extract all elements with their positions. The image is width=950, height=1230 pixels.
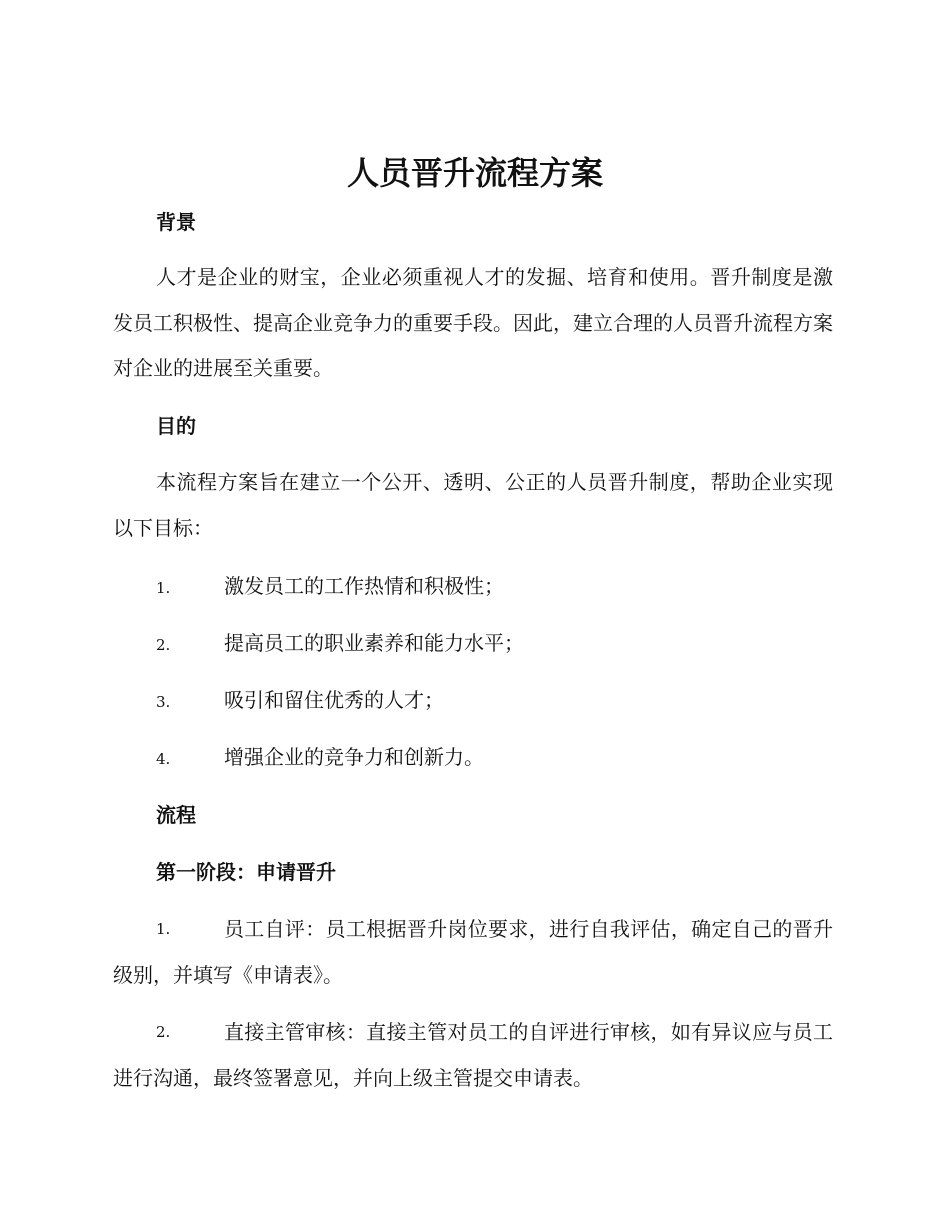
heading-process: 流程 — [156, 803, 196, 827]
paragraph-background: 人才是企业的财宝，企业必须重视人才的发掘、培育和使用。晋升制度是激发员工积极性、提高企业竞争力的重要手段。因此，建立合理的人员晋升流程方案对企业的进展至关重要。 — [113, 265, 833, 380]
step-text: 员工自评：员工根据晋升岗位要求，进行自我评估，确定自己的晋升级别，并填写《申请表》。 — [113, 917, 833, 987]
goal-number: 4. — [156, 750, 171, 768]
goal-number: 2. — [156, 636, 171, 654]
goal-text: 激发员工的工作热情和积极性； — [224, 574, 504, 598]
heading-background: 背景 — [156, 210, 196, 234]
heading-purpose: 目的 — [156, 414, 196, 438]
heading-stage-1: 第一阶段：申请晋升 — [156, 860, 336, 884]
step-number: 1. — [156, 920, 171, 938]
step-number: 2. — [156, 1023, 171, 1041]
goal-number: 3. — [156, 693, 171, 711]
goal-text: 提高员工的职业素养和能力水平； — [224, 631, 524, 655]
goal-text: 增强企业的竞争力和创新力。 — [224, 745, 484, 769]
paragraph-purpose: 本流程方案旨在建立一个公开、透明、公正的人员晋升制度，帮助企业实现以下目标： — [113, 470, 833, 540]
step-text: 直接主管审核：直接主管对员工的自评进行审核，如有异议应与员工进行沟通，最终签署意见，并向上级主管提交申请表。 — [113, 1020, 833, 1090]
process-step — [113, 1010, 833, 1101]
goal-number: 1. — [156, 579, 171, 597]
process-step — [113, 907, 833, 998]
document-title: 人员晋升流程方案 — [346, 154, 603, 192]
goal-text: 吸引和留住优秀的人才； — [224, 688, 444, 712]
